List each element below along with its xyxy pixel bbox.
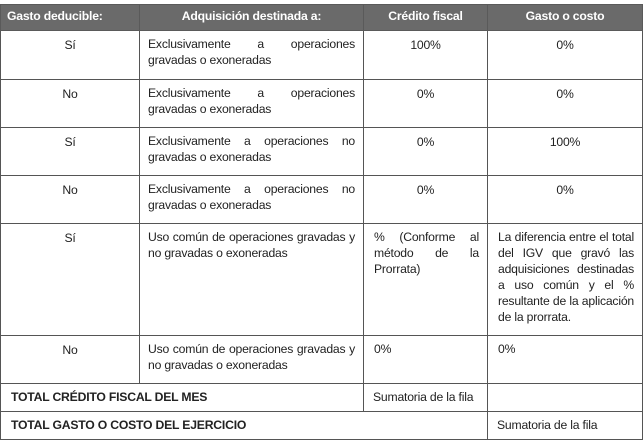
cell-gasto-costo: 0% xyxy=(488,80,643,128)
cell-credito-fiscal: % (Conforme al método de la Prorrata) xyxy=(364,224,488,336)
table-header-row xyxy=(1,5,643,31)
total-gasto-row xyxy=(1,412,643,440)
table-row xyxy=(1,128,643,176)
cell-gasto-deducible: Sí xyxy=(1,128,140,176)
cell-adquisicion: Exclusivamente a operaciones no gravadas o exoneradas xyxy=(140,176,364,224)
cell-gasto-deducible: No xyxy=(1,176,140,224)
total-credito-row xyxy=(1,384,643,412)
cell-adquisicion: Uso común de operaciones gravadas y no gravadas o exoneradas xyxy=(140,336,364,384)
header-adquisicion: Adquisición destinada a: xyxy=(140,5,364,31)
cell-credito-fiscal: 0% xyxy=(364,336,488,384)
cell-adquisicion: Exclusivamente a operaciones gravadas o exoneradas xyxy=(140,80,364,128)
cell-gasto-costo: 100% xyxy=(488,128,643,176)
total-credito-empty-cell xyxy=(488,384,643,412)
total-gasto-label: TOTAL GASTO O COSTO DEL EJERCICIO xyxy=(1,412,488,440)
total-gasto-value: Sumatoria de la fila xyxy=(488,412,643,440)
cell-adquisicion: Exclusivamente a operaciones no gravadas o exoneradas xyxy=(140,128,364,176)
cell-adquisicion: Uso común de operaciones gravadas y no gravadas o exoneradas xyxy=(140,224,364,336)
cell-gasto-costo: La diferencia entre el total del IGV que gravó las adquisiciones destinadas a uso común y el % resultante de la aplicación de la prorrata. xyxy=(488,224,643,336)
table-row xyxy=(1,336,643,384)
cell-gasto-costo: 0% xyxy=(488,176,643,224)
header-gasto-costo: Gasto o costo xyxy=(488,5,643,31)
table-row xyxy=(1,31,643,80)
cell-credito-fiscal: 0% xyxy=(364,80,488,128)
cell-credito-fiscal: 0% xyxy=(364,176,488,224)
igv-deduction-table xyxy=(0,4,643,440)
cell-credito-fiscal: 0% xyxy=(364,128,488,176)
cell-gasto-costo: 0% xyxy=(488,336,643,384)
total-credito-value: Sumatoria de la fila xyxy=(364,384,488,412)
cell-gasto-deducible: No xyxy=(1,336,140,384)
cell-gasto-deducible: No xyxy=(1,80,140,128)
header-gasto-deducible: Gasto deducible: xyxy=(1,5,140,31)
cell-gasto-deducible: Sí xyxy=(1,224,140,336)
table-row xyxy=(1,224,643,336)
total-credito-label: TOTAL CRÉDITO FISCAL DEL MES xyxy=(1,384,364,412)
table-row xyxy=(1,176,643,224)
cell-credito-fiscal: 100% xyxy=(364,31,488,80)
cell-adquisicion: Exclusivamente a operaciones gravadas o exoneradas xyxy=(140,31,364,80)
cell-gasto-deducible: Sí xyxy=(1,31,140,80)
cell-gasto-costo: 0% xyxy=(488,31,643,80)
header-credito-fiscal: Crédito fiscal xyxy=(364,5,488,31)
table-row xyxy=(1,80,643,128)
igv-table-container xyxy=(0,4,643,440)
